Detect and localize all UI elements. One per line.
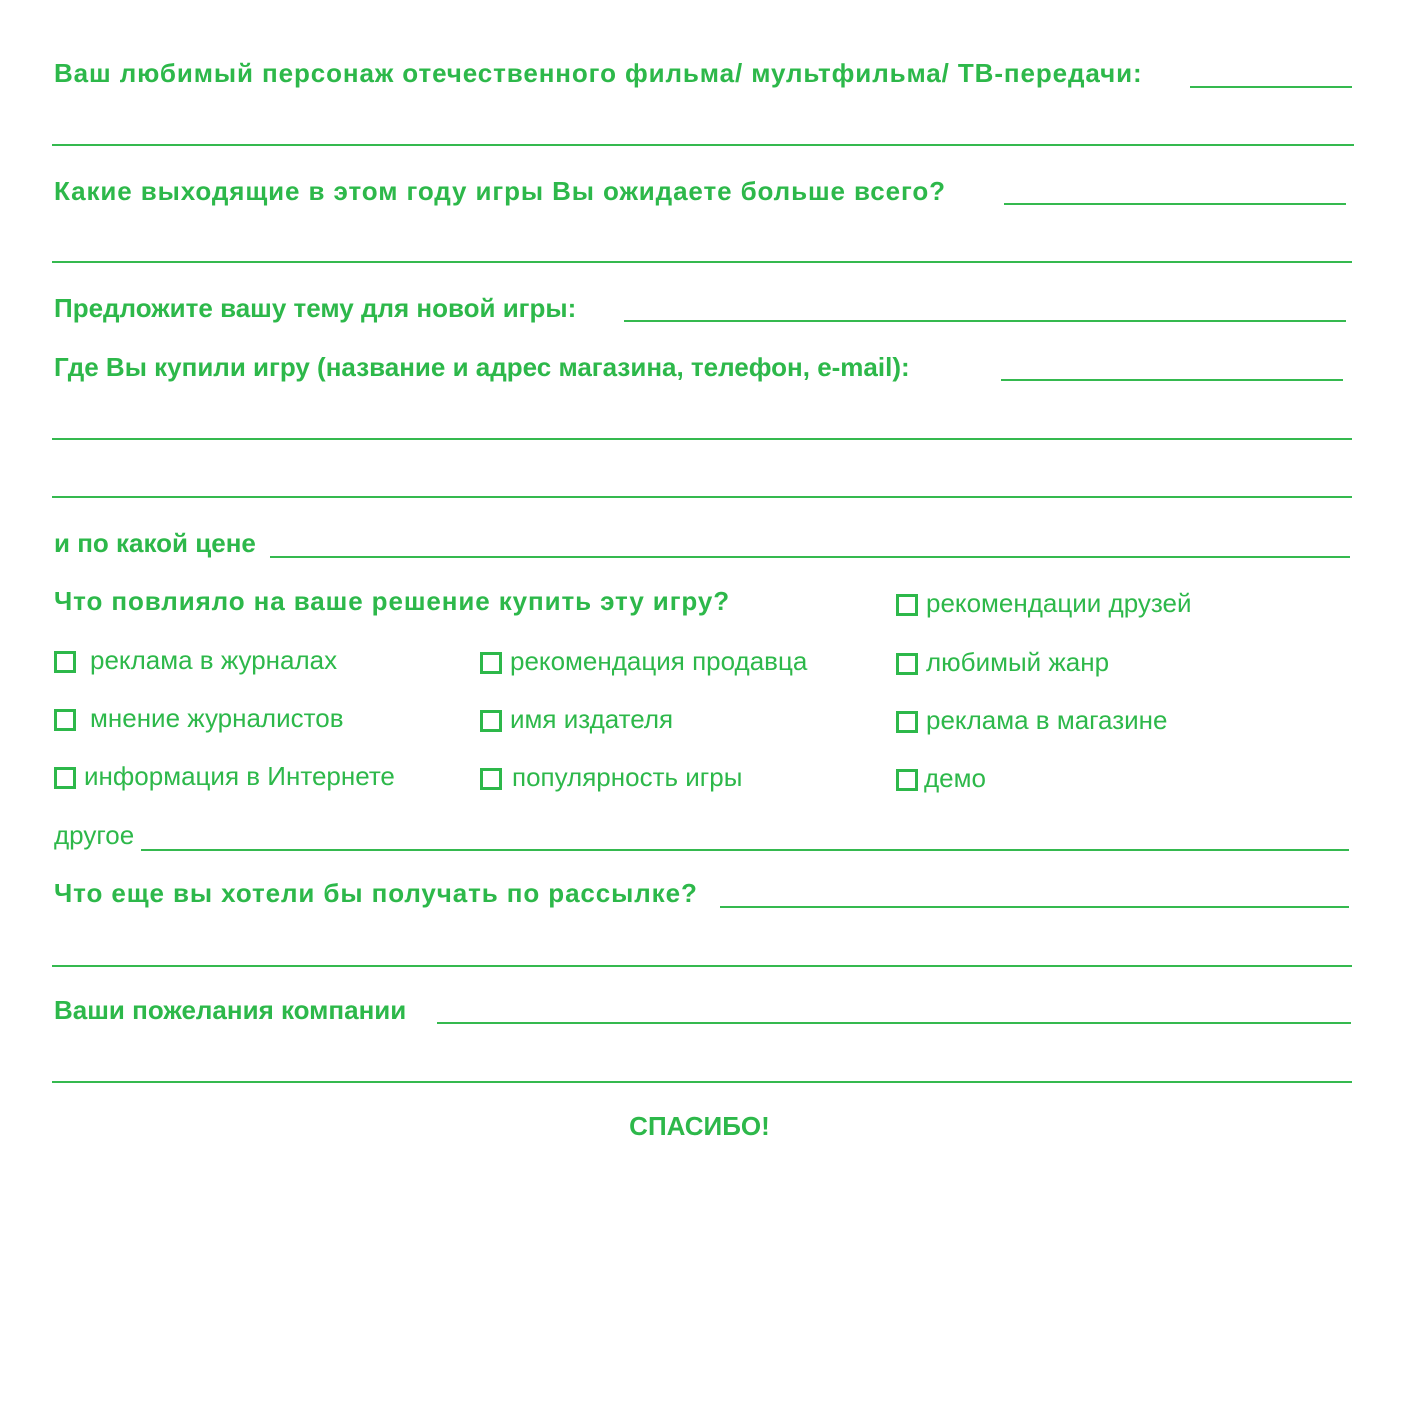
option-genre[interactable]: любимый жанр	[896, 647, 1109, 677]
option-journalists[interactable]: мнение журналистов	[54, 703, 344, 733]
question-where-bought: Где Вы купили игру (название и адрес магазина, телефон, e-mail):	[54, 352, 910, 382]
question-influence: Что повлияло на ваше решение купить эту игру?	[54, 586, 731, 616]
option-friends[interactable]: рекомендации друзей	[896, 588, 1191, 618]
answer-line-where-bought[interactable]	[1001, 379, 1343, 381]
checkbox[interactable]	[896, 769, 918, 791]
question-suggest-theme: Предложите вашу тему для новой игры:	[54, 293, 577, 323]
answer-line-awaited-games-2[interactable]	[52, 261, 1352, 263]
checkbox[interactable]	[896, 653, 918, 675]
checkbox[interactable]	[480, 768, 502, 790]
checkbox[interactable]	[480, 652, 502, 674]
option-store-ads[interactable]: реклама в магазине	[896, 705, 1168, 735]
checkbox[interactable]	[480, 710, 502, 732]
question-mailing: Что еще вы хотели бы получать по рассылке?	[54, 878, 698, 908]
answer-line-suggest-theme[interactable]	[624, 320, 1346, 322]
option-seller[interactable]: рекомендация продавца	[480, 646, 807, 676]
question-favorite-character: Ваш любимый персонаж отечественного фильма/ мультфильма/ ТВ-передачи:	[54, 58, 1143, 88]
question-wishes: Ваши пожелания компании	[54, 995, 407, 1025]
checkbox[interactable]	[54, 767, 76, 789]
answer-line-where-bought-2[interactable]	[52, 438, 1352, 440]
checkbox[interactable]	[896, 594, 918, 616]
answer-line-price[interactable]	[270, 556, 1350, 558]
answer-line-where-bought-3[interactable]	[52, 496, 1352, 498]
option-internet[interactable]: информация в Интернете	[54, 761, 395, 791]
answer-line-favorite-character[interactable]	[1190, 86, 1352, 88]
question-price: и по какой цене	[54, 528, 256, 558]
question-awaited-games: Какие выходящие в этом году игры Вы ожидаете больше всего?	[54, 176, 946, 206]
option-popularity[interactable]: популярность игры	[480, 762, 742, 792]
answer-line-favorite-character-2[interactable]	[52, 144, 1354, 146]
option-demo[interactable]: демо	[896, 763, 986, 793]
answer-line-awaited-games[interactable]	[1004, 203, 1346, 205]
answer-line-wishes-2[interactable]	[52, 1081, 1352, 1083]
option-publisher[interactable]: имя издателя	[480, 704, 673, 734]
answer-line-other[interactable]	[141, 849, 1349, 851]
option-magazines-ads[interactable]: реклама в журналах	[54, 645, 337, 675]
checkbox[interactable]	[54, 651, 76, 673]
answer-line-mailing-2[interactable]	[52, 965, 1352, 967]
checkbox[interactable]	[54, 709, 76, 731]
thanks-text: СПАСИБО!	[629, 1111, 770, 1141]
other-label: другое	[54, 820, 135, 850]
answer-line-mailing[interactable]	[720, 906, 1349, 908]
checkbox[interactable]	[896, 711, 918, 733]
answer-line-wishes[interactable]	[437, 1022, 1351, 1024]
